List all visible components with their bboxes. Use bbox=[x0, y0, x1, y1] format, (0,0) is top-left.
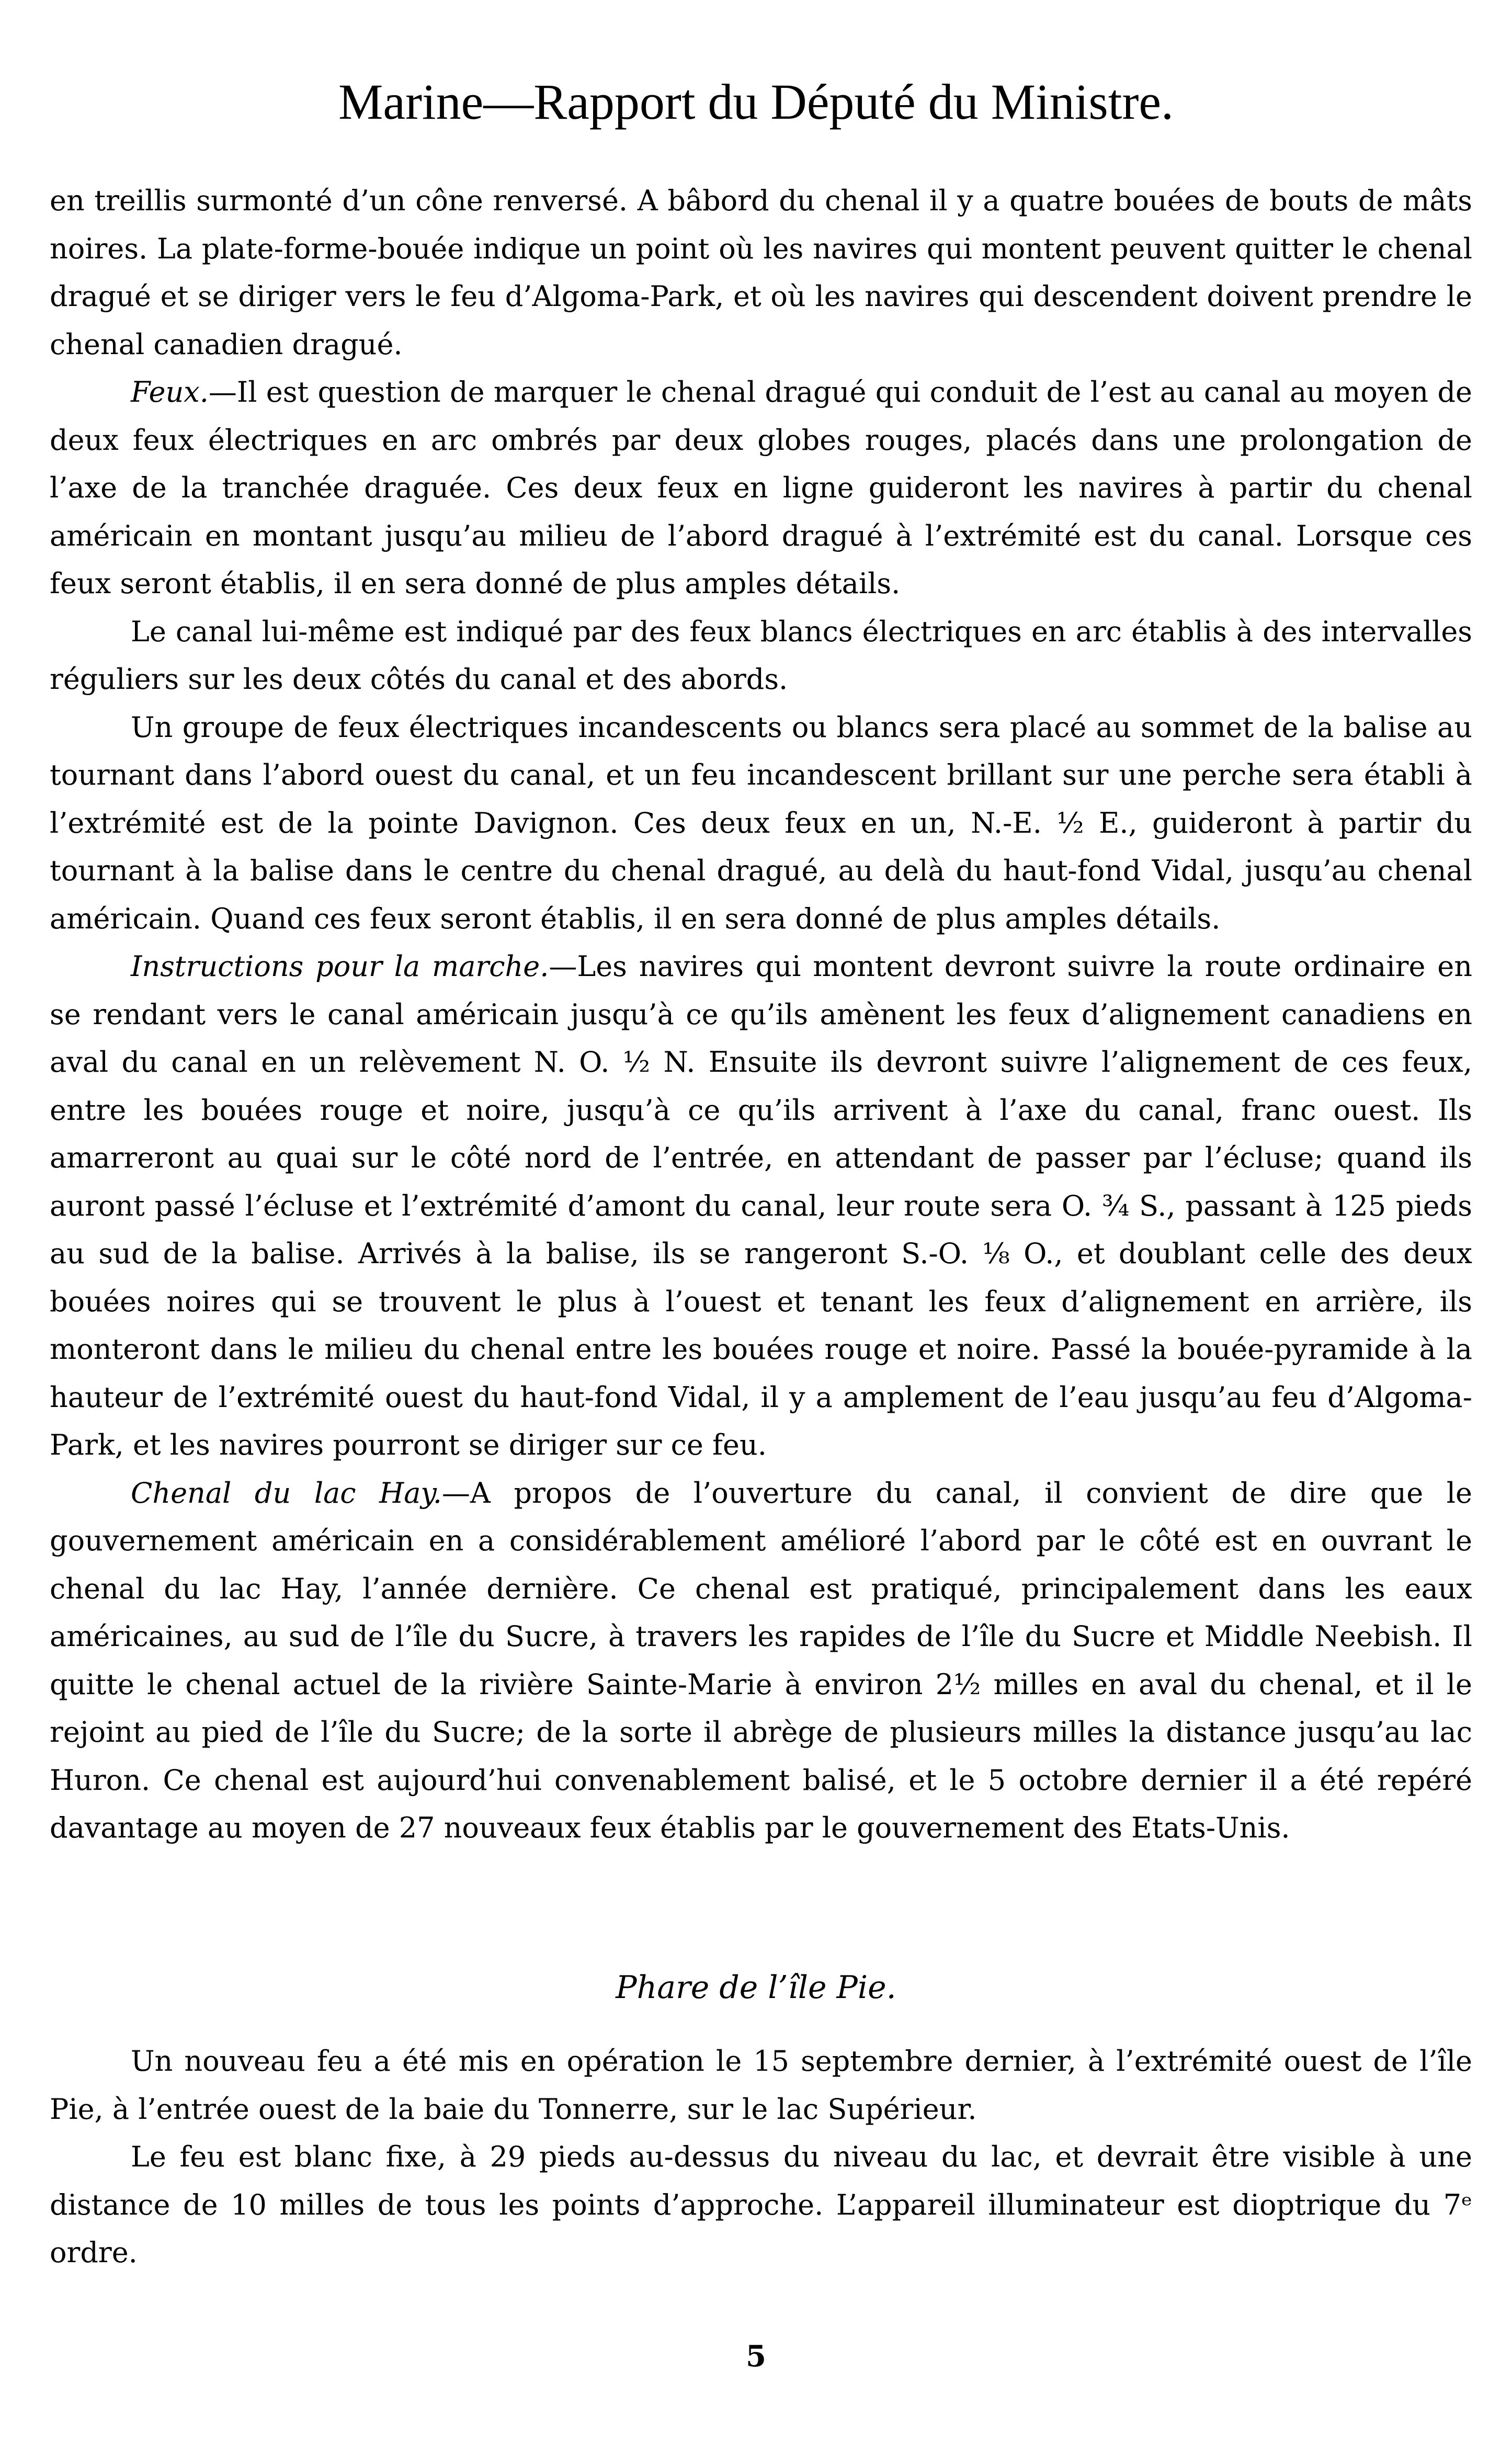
paragraph-nouveau-feu bbox=[50, 2037, 1472, 2133]
section-heading: Phare de l’île Pie. bbox=[616, 1969, 896, 2006]
paragraph-chenal-lac-hay bbox=[50, 1469, 1472, 1852]
body-text-section-1 bbox=[50, 177, 1472, 1852]
paragraph-text: Un groupe de feux électriques incandescents ou blancs sera placé au sommet de la balise au tournant dans l’abord ouest du canal, et un feu incandescent brillant sur une perche sera établi à l’extrémité est de la pointe Davignon. Ces deux feux en un, N.-E. ½ E., guideront à partir du tournant à la balise dans le centre du chenal dragué, au delà du haut-fond Vidal, jusqu’au chenal américain. Quand ces feux seront établis, il en sera donné de plus amples détails. bbox=[50, 710, 1472, 935]
paragraph-feux bbox=[50, 368, 1472, 608]
paragraph-lead: Feux. bbox=[131, 376, 209, 408]
paragraph-text: en treillis surmonté d’un cône renversé. A bâbord du chenal il y a quatre bouées de bouts de mâts noires. La plate-forme-bouée indique un point où les navires qui montent peuvent quitter le chenal dragué et se diriger vers le feu d’Algoma-Park, et où les navires qui descendent doivent prendre le chenal canadien dragué. bbox=[50, 184, 1472, 361]
body-text-section-2 bbox=[50, 2037, 1472, 2277]
paragraph-canal bbox=[50, 608, 1472, 703]
paragraph-continuation bbox=[50, 177, 1472, 368]
paragraph-text: Le feu est blanc fixe, à 29 pieds au-dessus du niveau du lac, et devrait être visible à une distance de 10 milles de tous les points d’approche. L’appareil illuminateur est dioptrique du 7ᵉ ordre. bbox=[50, 2140, 1472, 2269]
page-number: 5 bbox=[746, 2339, 766, 2374]
paragraph-groupe-de-feux bbox=[50, 703, 1472, 943]
paragraph-text: Un nouveau feu a été mis en opération le 15 septembre dernier, à l’extrémité ouest de l’île Pie, à l’entrée ouest de la baie du Tonnerre, sur le lac Supérieur. bbox=[50, 2045, 1472, 2126]
paragraph-lead: Instructions pour la marche. bbox=[131, 950, 549, 983]
paragraph-instructions bbox=[50, 943, 1472, 1469]
paragraph-text: Le canal lui-même est indiqué par des feux blancs électriques en arc établis à des intervalles réguliers sur les deux côtés du canal et des abords. bbox=[50, 615, 1472, 696]
running-title: Marine—Rapport du Député du Ministre. bbox=[338, 74, 1174, 130]
paragraph-text: —A propos de l’ouverture du canal, il convient de dire que le gouvernement américain en a considérablement amélioré l’abord par le côté est en ouvrant le chenal du lac Hay, l’année dernière. Ce chenal est pratiqué, principalement dans les eaux américaines, au sud de l’île du Sucre, à travers les rapides de l’île du Sucre et Middle Neebish. Il quitte le chenal actuel de la rivière Sainte-Marie à environ 2½ milles en aval du chenal, et il le rejoint au pied de l’île du Sucre; de la sorte il abrège de plusieurs milles la distance jusqu’au lac Huron. Ce chenal est aujourd’hui convenablement balisé, et le 5 octobre dernier il a été repéré davantage au moyen de 27 nouveaux feux établis par le gouvernement des Etats-Unis. bbox=[50, 1476, 1472, 1844]
paragraph-text: —Il est question de marquer le chenal dragué qui conduit de l’est au canal au moyen de deux feux électriques en arc ombrés par deux globes rouges, placés dans une prolongation de l’axe de la tranchée draguée. Ces deux feux en ligne guideront les navires à partir du chenal américain en montant jusqu’au milieu de l’abord dragué à l’extrémité est du canal. Lorsque ces feux seront établis, il en sera donné de plus amples détails. bbox=[50, 376, 1472, 600]
paragraph-feu-blanc bbox=[50, 2133, 1472, 2277]
paragraph-lead: Chenal du lac Hay. bbox=[131, 1476, 442, 1510]
paragraph-text: —Les navires qui montent devront suivre la route ordinaire en se rendant vers le canal américain jusqu’à ce qu’ils amènent les feux d’alignement canadiens en aval du canal en un relèvement N. O. ½ N. Ensuite ils devront suivre l’alignement de ces feux, entre les bouées rouge et noire, jusqu’à ce qu’ils arrivent à l’axe du canal, franc ouest. Ils amarreront au quai sur le côté nord de l’entrée, en attendant de passer par l’écluse; quand ils auront passé l’écluse et l’extrémité d’amont du canal, leur route sera O. ¾ S., passant à 125 pieds au sud de la balise. Arrivés à la balise, ils se rangeront S.-O. ⅛ O., et doublant celle des deux bouées noires qui se trouvent le plus à l’ouest et tenant les feux d’alignement en arrière, ils monteront dans le milieu du chenal entre les bouées rouge et noire. Passé la bouée-pyramide à la hauteur de l’extrémité ouest du haut-fond Vidal, il y a amplement de l’eau jusqu’au feu d’Algoma-Park, et les navires pourront se diriger sur ce feu. bbox=[50, 950, 1472, 1461]
